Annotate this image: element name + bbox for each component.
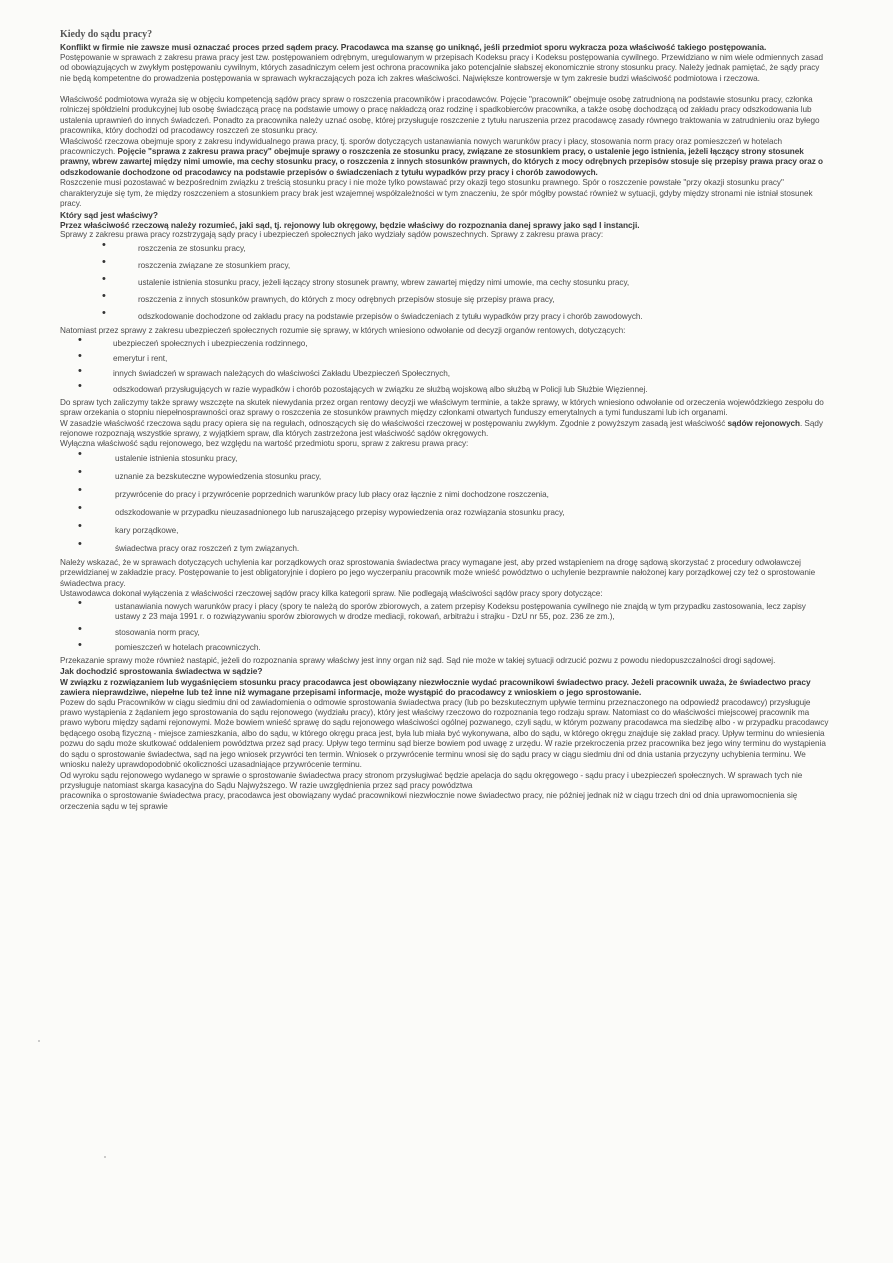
list-exclusive-jurisdiction (60, 450, 831, 558)
scan-speck (38, 1040, 40, 1042)
labor-case-definition: Pojęcie "sprawa z zakresu prawa pracy" obejmuje sprawy o roszczenia ze stosunku pracy, związane ze stosunkiem pracy, o ustalenie jego istnienia, jeżeli łączący strony stosunek prawny, wbrew zawartej między nimi umowie, ma cechy stosunku pracy, o roszczenia z innych stosunków prawnych, do których z mocy odrębnych przepisów stosuje się przepisy prawa pracy oraz o odszkodowanie dochodzone od pracodawcy na podstawie przepisów o świadczeniach z tytułu wypadków przy pracy i chorób zawodowych. (60, 147, 823, 177)
paragraph-district-courts-tail: . Sądy rejonowe rozpoznają wszystkie sprawy, z wyjątkiem spraw, dla których zastrzeżona jest właściwość sądów okręgowych. (60, 418, 823, 438)
list-item: • ustalenie istnienia stosunku pracy, (60, 450, 831, 468)
list-item: • stosowania norm pracy, (60, 625, 831, 640)
paragraph-gap (60, 84, 831, 95)
list-item: • roszczenia z innych stosunków prawnych, do których z mocy odrębnych przepisów stosuje się przepisy prawa pracy, (60, 292, 831, 309)
list-item: • odszkodowań przysługujących w razie wypadków i chorób pozostających w związku ze służbą wojskową albo służbą w Policji lub Służbie Więziennej. (60, 382, 831, 397)
paragraph-labor-cases-intro: Sprawy z zakresu prawa pracy rozstrzygają sądy pracy i ubezpieczeń społecznych jako wydziały sądów powszechnych. Sprawy z zakresu prawa pracy: (60, 230, 604, 240)
list-item: • ubezpieczeń społecznych i ubezpieczenia rodzinnego, (60, 336, 831, 351)
district-courts-emphasis: sądów rejonowych (727, 418, 800, 428)
paragraph-lawsuit: Pozew do sądu Pracowników w ciągu siedmiu dni od zawiadomienia o odmowie sprostowania świadectwa pracy (lub po bezskutecznym upływie terminu przeznaczonego na odpowiedź pracodawcy) przysługuje prawo wystąpienia z żądaniem jego sprostowania do sądu rejonowego (wydziału pracy), który jest właściwy rzeczowo do rozpoznania tego rodzaju spraw. Natomiast co do właściwości miejscowej pracownik ma prawo wyboru między sądami rejonowymi. Może bowiem wnieść sprawę do sądu rejonowego właściwości ogólnej pozwanego, czyli sądu, w którym pozwany pracodawca ma siedzibę albo - w przypadku pracodawcy będącego osobą fizyczną - miejsce zamieszkania, albo do sądu, w którego okręgu praca jest, była lub miała być wykonywana, albo do sądu, w którego okręgu znajduje się zakład pracy. Upływ terminu do wniesienia pozwu do sądu może skutkować oddaleniem powództwa przez sąd pracy. Upływ tego terminu sąd bierze bowiem pod uwagę z urzędu. W razie przekroczenia przez pracownika bez jego winy terminu do wystąpienia do sądu o sprostowanie świadectwa, sąd na jego wniosek przywróci ten termin. Wniosek o przywrócenie terminu wnosi się do sądu pracy w ciągu siedmiu dni od dnia ustania przyczyny uchybienia terminu. We wniosku należy uprawdopodobnić okoliczności uzasadniające przywrócenie terminu. (60, 697, 829, 770)
list-item: • roszczenia związane ze stosunkiem pracy, (60, 258, 831, 275)
list-item: • świadectwa pracy oraz roszczeń z tym związanych. (60, 540, 831, 558)
paragraph-social-insurance-intro: Natomiast przez sprawy z zakresu ubezpieczeń społecznych rozumie się sprawy, w których wniesiono odwołanie od decyzji organów rentowych, dotyczących: (60, 325, 626, 335)
paragraph-subjective-jurisdiction: Właściwość podmiotowa wyraża się w objęciu kompetencją sądów pracy spraw o roszczenia pracowników i pracodawców. Pojęcie "pracownik" obejmuje osobę zatrudnioną na podstawie stosunku pracy, członka rolniczej spółdzielni produkcyjnej lub osobę świadczącą pracę na podstawie umowy o pracę nakładczą oraz rodzinę i spadkobierców pracownika, a także osobę dochodzącą od zakładu pracy odszkodowania lub ustalenia uprawnień do innych świadczeń. Ponadto za pracownika należy uznać osobę, której przysługuje roszczenie z tytułu naruszenia przez pracodawcę zasady równego traktowania w zatrudnieniu oraz byłego pracownika, który dochodzi od pracodawcy roszczeń ze stosunku pracy. (60, 95, 820, 136)
section-heading-certificate: Jak dochodzić sprostowania świadectwa w sądzie? (60, 666, 263, 677)
list-item: • przywrócenie do pracy i przywrócenie poprzednich warunków pracy lub płacy oraz łącznie z nimi dochodzone roszczenia, (60, 486, 831, 504)
list-item: • emerytur i rent, (60, 352, 831, 367)
paragraph-claim-relation: Roszczenie musi pozostawać w bezpośrednim związku z treścią stosunku pracy i nie może tylko powstawać przy okazji tego stosunku prawnego. Spór o roszczenie powstałe "przy okazji stosunku pracy" charakteryzuje się tym, że między roszczeniem a stosunkiem pracy brak jest wzajemnej współzależności w tym znaczeniu, że spór mógłby powstać również w sytuacji, gdyby między stronami nie istniał stosunek pracy. (60, 178, 813, 209)
list-labor-cases (60, 241, 831, 326)
lead-material-jurisdiction: Przez właściwość rzeczową należy rozumieć, jaki sąd, tj. rejonowy lub okręgowy, będzie właściwy do rozpoznania danej sprawy jako sąd I instancji. (60, 219, 640, 230)
list-item: • ustalenie istnienia stosunku pracy, jeżeli łączący strony stosunek prawny, wbrew zawartej między nimi umowie, ma cechy stosunku pracy, (60, 275, 831, 292)
list-item: • uznanie za bezskuteczne wypowiedzenia stosunku pracy, (60, 468, 831, 486)
paragraph-intro: Postępowanie w sprawach z zakresu prawa pracy jest tzw. postępowaniem odrębnym, uregulowanym w przepisach Kodeksu pracy i Kodeksu postępowania cywilnego. Przewidziano w nim wiele odmiennych zasad od obowiązujących w zwykłym postępowaniu cywilnym, których zasadniczym celem jest ochrona pracownika jako potencjalnie słabszej ekonomicznie strony stosunku pracy. Należy jednak pamiętać, że sądy pracy nie będą kompetentne do prowadzenia postępowania w sprawach wykraczających poza ich zakres właściwości. Największe kontrowersje w tym zakresie budzi właściwość podmiotowa i rzeczowa. (60, 52, 823, 83)
lead-certificate: W związku z rozwiązaniem lub wygaśnięciem stosunku pracy pracodawca jest obowiązany niezwłocznie wydać pracownikowi świadectwo pracy. Jeżeli pracownik uważa, że świadectwo pracy zawiera nieprawdziwe, niepełne lub też inne niż wymagane przepisami informacje, może wystąpić do pracodawcy z wnioskiem o jego sprostowanie. (60, 676, 811, 698)
paragraph-other-cases: Do spraw tych zaliczymy także sprawy wszczęte na skutek niewydania przez organ rentowy decyzji we właściwym terminie, a także sprawy, w których wniesiono odwołanie od orzeczenia wojewódzkiego zespołu do spraw orzekania o stopniu niepełnosprawności oraz sprawy o roszczenia ze stosunków prawnych między członkami otwartych funduszy emerytalnych a tymi funduszami lub ich organami. (60, 397, 824, 418)
list-item: • kary porządkowe, (60, 522, 831, 540)
paragraph-case-transfer: Przekazanie sprawy może również nastąpić, jeżeli do rozpoznania sprawy właściwy jest inny organ niż sąd. Sąd nie może w takiej sytuacji odrzucić pozwu z powodu niedopuszczalności drogi sądowej. (60, 656, 776, 666)
paragraph-appeal: Od wyroku sądu rejonowego wydanego w sprawie o sprostowanie świadectwa pracy stronom przysługiwać będzie apelacja do sądu okręgowego - sądu pracy i ubezpieczeń społecznych. W sprawach tych nie przysługuje natomiast skarga kasacyjna do Sądu Najwyższego. W razie uwzględnienia przez sąd pracy powództwa (60, 770, 803, 790)
paragraph-material-jurisdiction (60, 137, 831, 179)
paragraph-district-courts (60, 419, 831, 440)
lead-paragraph: Konflikt w firmie nie zawsze musi oznaczać proces przed sądem pracy. Pracodawca ma szansę go uniknąć, jeśli przedmiot sporu wykracza poza właściwość takiego postępowania. (60, 42, 767, 53)
list-item: • pomieszczeń w hotelach pracowniczych. (60, 641, 831, 656)
paragraph-material-jurisdiction-text: Właściwość rzeczowa obejmuje spory z zakresu indywidualnego prawa pracy, tj. sporów dotyczących ustanawiania nowych warunków pracy i płacy, stosowania norm pracy oraz pomieszczeń w hotelach pracowniczych. (60, 136, 782, 157)
list-item: • ustanawiania nowych warunków pracy i płacy (spory te należą do sporów zbiorowych, a zatem przepisy Kodeksu postępowania cywilnego nie znajdą w tym przypadku zastosowania, lecz zapisy ustawy z 23 maja 1991 r. o rozwiązywaniu sporów zbiorowych w drodze mediacji, rokowań, arbitrażu i strajku - DzU nr 55, poz. 236 ze zm.), (60, 599, 831, 625)
section-heading-which-court: Który sąd jest właściwy? (60, 209, 158, 220)
list-exclusions (60, 599, 831, 656)
paragraph-district-courts-text: W zasadzie właściwość rzeczowa sądu pracy opiera się na regułach, odnoszących się do właściwości rzeczowej w postępowaniu zwykłym. Zgodnie z powyższym zasadą jest właściwość (60, 418, 728, 428)
document-title: Kiedy do sądu pracy? (60, 29, 153, 40)
list-social-insurance (60, 336, 831, 398)
list-item: • odszkodowanie dochodzone od zakładu pracy na podstawie przepisów o świadczeniach z tytułu wypadków przy pracy i chorób zawodowych. (60, 309, 831, 326)
paragraph-exclusive-jurisdiction: Wyłączna właściwość sądu rejonowego, bez względu na wartość przedmiotu sporu, spraw z zakresu prawa pracy: (60, 439, 469, 449)
list-item: • roszczenia ze stosunku pracy, (60, 241, 831, 258)
paragraph-exclusions-intro: Ustawodawca dokonał wyłączenia z właściwości rzeczowej sądów pracy kilka kategorii spraw. Nie podlegają właściwości sądów pracy spory dotyczące: (60, 589, 603, 598)
list-item: • odszkodowanie w przypadku nieuzasadnionego lub naruszającego przepisy wypowiedzenia oraz rozwiązania stosunku pracy, (60, 504, 831, 522)
scan-speck (104, 1156, 106, 1158)
paragraph-appeal-procedure: Należy wskazać, że w sprawach dotyczących uchylenia kar porządkowych oraz sprostowania świadectwa pracy wymagane jest, aby przed wstąpieniem na drogę sądową skorzystać z procedury odwoławczej przewidzianej w zakładzie pracy. Postępowanie to jest obligatoryjnie i dopiero po jego wyczerpaniu pracownik może wnieść powództwo o uchylenie bezprawnie nałożonej kary porządkowej czy też o sprostowanie świadectwa pracy. (60, 557, 816, 588)
list-item: • innych świadczeń w sprawach należących do właściwości Zakładu Ubezpieczeń Społecznych, (60, 367, 831, 382)
paragraph-new-certificate: pracownika o sprostowanie świadectwa pracy, pracodawca jest obowiązany wydać pracownikowi niezwłocznie nowe świadectwo pracy, nie później jednak niż w ciągu trzech dni od dnia uprawomocnienia się orzeczenia sądu w tej sprawie (60, 791, 798, 811)
